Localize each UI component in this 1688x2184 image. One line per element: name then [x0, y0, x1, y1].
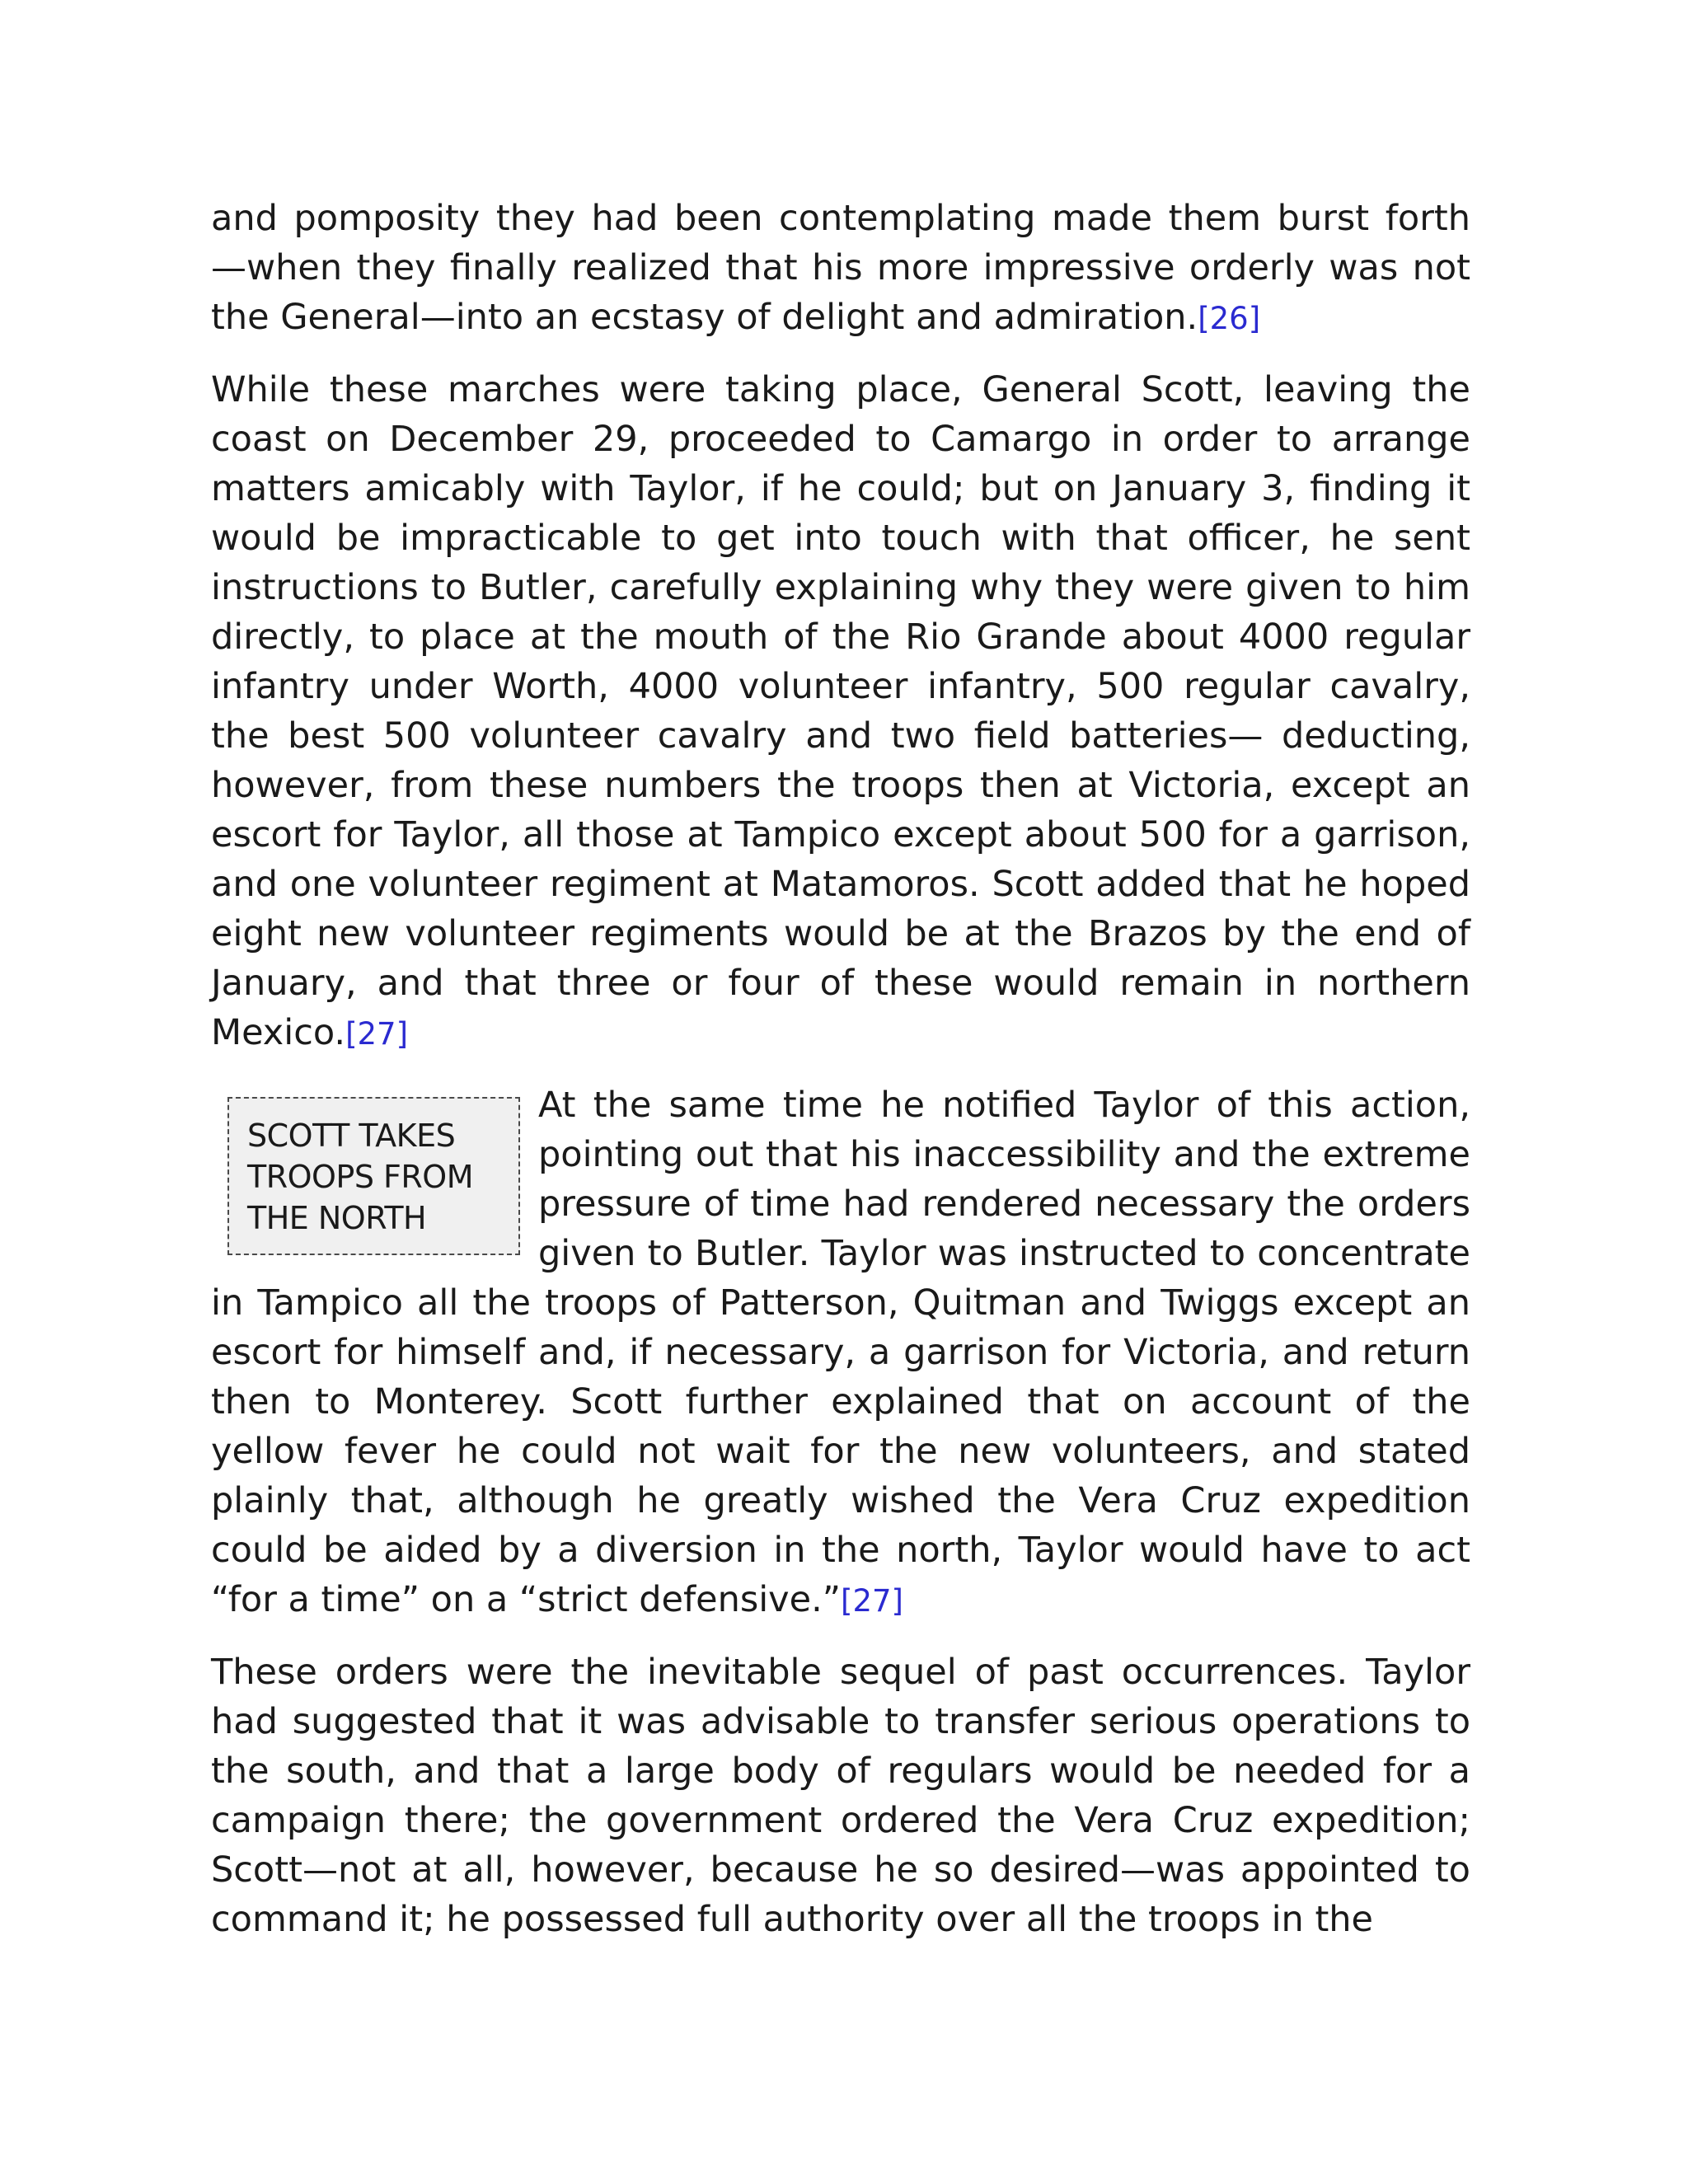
margin-sidenote	[227, 1097, 520, 1255]
book-page	[211, 194, 1470, 1944]
paragraph-text: and pomposity they had been contemplating made them burst forth —when they finally realized that his more impressive orderly was not the General—into an ecstasy of delight and admiration.	[211, 198, 1470, 338]
paragraph-text: While these marches were taking place, General Scott, leaving the coast on December 29, proceeded to Camargo in order to arrange matters amicably with Taylor, if he could; but on January 3, finding it would be impracticable to get into touch with that officer, he sent instructions to Butler, carefully explaining why they were given to him directly, to place at the mouth of the Rio Grande about 4000 regular infantry under Worth, 4000 volunteer infantry, 500 regular cavalry, the best 500 volunteer cavalry and two field batteries— deducting, however, from these numbers the troops then at Victoria, except an escort for Taylor, all those at Tampico except about 500 for a garrison, and one volunteer regiment at Matamoros. Scott added that he hoped eight new volunteer regiments would be at the Brazos by the end of January, and that three or four of these would remain in northern Mexico.	[211, 369, 1470, 1053]
footnote-link-27[interactable]: [27]	[841, 1583, 903, 1619]
paragraph-text: At the same time he notified Taylor of this action, pointing out that his inaccessibility and the extreme pressure of time had rendered necessary the orders given to Butler. Taylor was instructed to concentrate in Tampico all the troops of Patterson, Quitman and Twiggs except an escort for himself and, if necessary, a garrison for Victoria, and return then to Monterey. Scott further explained that on account of the yellow fever he could not wait for the new volunteers, and stated plainly that, although he greatly wished the Vera Cruz expedition could be aided by a diversion in the north, Taylor would have to act “for a time” on a “strict defensive.”	[211, 1085, 1470, 1620]
sidenote-line: TROOPS FROM	[247, 1159, 474, 1195]
paragraph-text: These orders were the inevitable sequel of past occurrences. Taylor had suggested that it was advisable to transfer serious operations to the south, and that a large body of regulars would be needed for a campaign there; the government ordered the Vera Cruz expedition; Scott—not at all, however, because he so desired—was appointed to command it; he possessed full authority over all the troops in the	[211, 1652, 1470, 1940]
sidenote-line: THE NORTH	[247, 1200, 427, 1236]
footnote-link-26[interactable]: [26]	[1198, 301, 1261, 336]
paragraph-2	[211, 365, 1470, 1059]
paragraph-1	[211, 194, 1470, 344]
footnote-link-27[interactable]: [27]	[345, 1016, 409, 1052]
sidenote-line: SCOTT TAKES	[247, 1118, 456, 1154]
paragraph-4	[211, 1647, 1470, 1944]
